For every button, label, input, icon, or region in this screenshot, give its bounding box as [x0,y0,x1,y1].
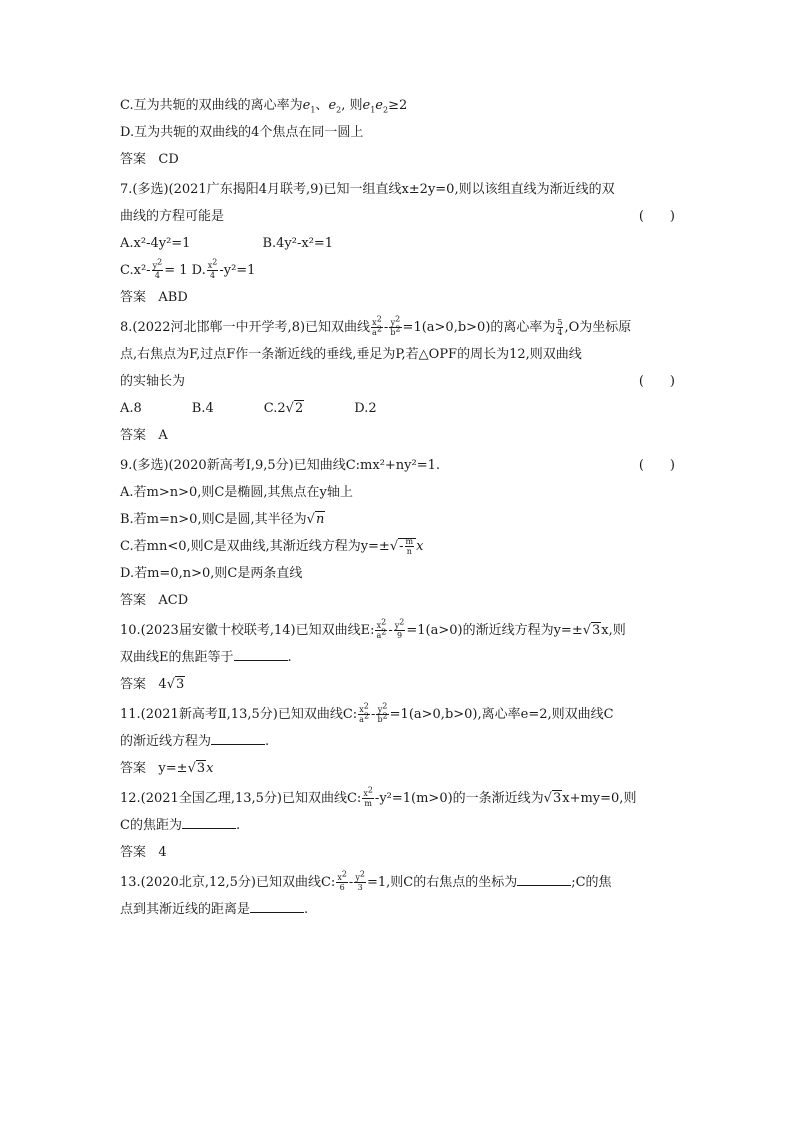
sqrt: √3 [543,791,562,806]
fraction: $\frac{5}{4}$ [557,318,563,337]
answer-blank [211,730,265,745]
q12-answer: 答案 4 [120,845,167,860]
q9-option-d: D.若m=0,n>0,则C是两条直线 [120,566,303,581]
sqrt: √3 [582,623,601,638]
q9-option-b: B.若m=n>0,则C是圆,其半径为√n [120,506,675,533]
q12-stem: 12.(2021全国乙理,13,5分)已知双曲线C: $\frac{x^2}{m}$ -y²=1(m>0)的一条渐近线为√3x+my=0,则 [120,785,675,812]
q8-stem-3: 的实轴长为 ( ) [120,368,675,395]
q7-answer: 答案 ABD [120,290,188,305]
fraction: $\frac{y^2}{9}$ [394,617,405,640]
sqrt: √- $\frac{m}{n}$ [390,533,416,560]
fraction: $\frac{y^2}{b^2}$ [377,701,388,724]
fraction: $\frac{x^2}{a^2}$ [376,617,387,640]
q11-stem: 11.(2021新高考Ⅱ,13,5分)已知双曲线C: $\frac{x^2}{a^2}$ - $\frac{y^2}{b^2}$ =1(a>0,b>0),离心率e=2,则双曲线C [120,701,614,724]
q13-stem: 13.(2020北京,12,5分)已知双曲线C: $\frac{x^2}{6}$ - $\frac{y^2}{3}$ =1,则C的右焦点的坐标为 ;C的焦 [120,869,612,892]
q6-option-c: C.互为共轭的双曲线的离心率为$e_1$、$e_2$, 则$e_1e_2\ge 2$ [120,98,408,115]
answer-blank [517,871,571,886]
sqrt: √n [306,512,325,527]
q6-option-d: D.互为共轭的双曲线的4个焦点在同一圆上 [120,125,364,140]
answer-paren: ( ) [638,209,675,224]
q8-answer: 答案 A [120,428,168,443]
sqrt: √3 [187,761,206,776]
sqrt: √2 [285,401,304,416]
answer-paren: ( ) [638,374,675,389]
q7-options-cd: C.x²- $\frac{y^2}{4}$ = 1 D. $\frac{x^2}{4}$ -y²=1 [120,257,256,280]
fraction: $\frac{x^2}{a^2}$ [372,314,382,337]
q8-options: A.8 B.4 C.2√2 D.2 [120,395,675,422]
fraction: $\frac{x^2}{m}$ [363,785,373,808]
q9-answer: 答案 ACD [120,593,189,608]
q8-stem: 8.(2022河北邯郸一中开学考,8)已知双曲线 $\frac{x^2}{a^2}$ - $\frac{y^2}{b^2}$ =1(a>0,b>0)的离心率为 $\frac{5}{4}$ ,O为坐标原 [120,314,632,337]
q13-stem-2: 点到其渐近线的距离是 . [120,896,675,923]
q8-stem-2: 点,右焦点为F,过点F作一条渐近线的垂线,垂足为P,若△OPF的周长为12,则双曲线 [120,347,582,362]
q11-stem-2: 的渐近线方程为 . [120,728,675,755]
q7-stem: 7.(多选)(2021广东揭阳4月联考,9)已知一组直线x±2y=0,则以该组直线为渐近线的双 [120,182,615,197]
answer-blank [234,646,288,661]
q11-answer: 答案 y=±√3x [120,755,675,782]
answer-paren: ( ) [638,458,675,473]
fraction: $\frac{x^2}{6}$ [337,869,347,892]
q7-options-ab: A.x²-4y²=1 B.4y²-x²=1 [120,236,334,251]
fraction: $\frac{x^2}{a^2}$ [359,701,370,724]
q10-stem: 10.(2023届安徽十校联考,14)已知双曲线E: $\frac{x^2}{a^2}$ - $\frac{y^2}{9}$ =1(a>0)的渐近线方程为y=±√3x,则 [120,617,675,644]
answer-blank [250,898,304,913]
answer-blank [182,814,236,829]
q9-stem: 9.(多选)(2020新高考Ⅰ,9,5分)已知曲线C:mx²+ny²=1. ( ) [120,452,675,479]
q10-answer: 答案 4√3 [120,671,675,698]
fraction: $\frac{y^2}{4}$ [152,257,163,280]
sqrt: √3 [166,677,185,692]
q10-stem-2: 双曲线E的焦距等于 . [120,644,675,671]
fraction: $\frac{m}{n}$ [405,537,414,556]
q9-option-a: A.若m>n>0,则C是椭圆,其焦点在y轴上 [120,485,353,500]
q6-answer: 答案 CD [120,152,179,167]
q7-stem-2: 曲线的方程可能是 ( ) [120,203,675,230]
fraction: $\frac{y^2}{3}$ [355,869,365,892]
content [120,92,675,923]
q9-option-c: C.若mn<0,则C是双曲线,其渐近线方程为y=±√- $\frac{m}{n}$ x [120,533,675,560]
fraction: $\frac{x^2}{4}$ [207,257,218,280]
fraction: $\frac{y^2}{b^2}$ [390,314,401,337]
q12-stem-2: C的焦距为 . [120,812,675,839]
